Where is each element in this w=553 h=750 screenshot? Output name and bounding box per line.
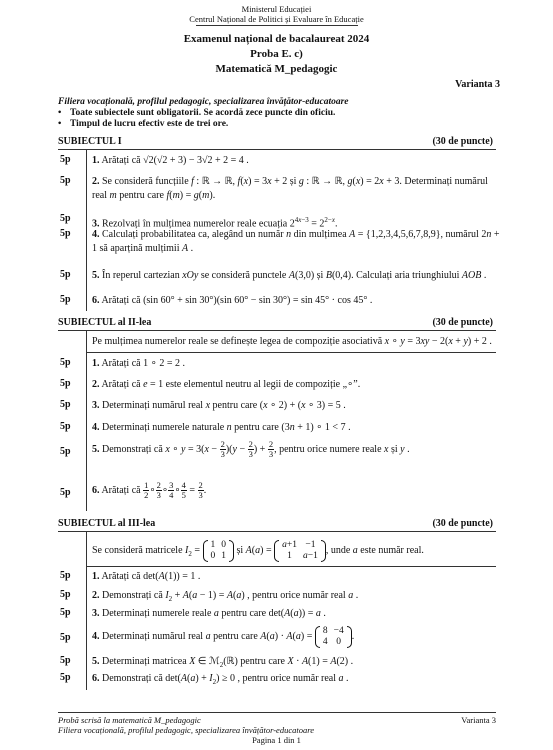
score-2-4: 5p [60,421,71,432]
section-2-vrule [86,331,87,511]
score-3-2: 5p [60,589,71,600]
score-1-4: 5p [60,228,71,239]
footer-left-1: Probă scrisă la matematică M_pedagogic [58,715,201,725]
s2-item-5: 5. Demonstrați că x ∘ y = 3(x − $\frac{2}{3}$ )(y − $\frac{2}{3}$ ) + $\frac{2}{3}$ , pentru orice numere reale x și y . [92,439,410,460]
profile-line: Filiera vocațională, profilul pedagogic, specializarea învățător-educatoare [58,97,349,107]
s1-item-1: 1. Arătați că √2(√2 + 3) − 3√2 + 2 = 4 . [92,155,249,166]
score-1-5: 5p [60,269,71,280]
s2-item-4: 4. Determinați numerele naturale n pentru care (3n + 1) ∘ 1 < 7 . [92,422,351,433]
s3-item-3: 3. Determinați numerele reale a pentru care det(A(a)) = a . [92,608,326,619]
score-2-2: 5p [60,378,71,389]
footer-rule [58,712,496,713]
section-3-title: SUBIECTUL al III-lea [58,518,156,529]
s3-statement-rule [86,566,496,567]
score-1-2: 5p [60,175,71,186]
section-3-rule [58,531,496,532]
score-1-3: 5p [60,213,71,224]
section-3-points: (30 de puncte) [432,518,493,529]
s1-item-2: 2. Se consideră funcțiile f : ℝ → ℝ, f(x) = 3x + 2 și g : ℝ → ℝ, g(x) = 2x + 3. Determinați numărul real m pentru care f(m) = g(m). [92,176,488,201]
score-2-1: 5p [60,357,71,368]
score-2-6: 5p [60,487,71,498]
s2-statement: Pe mulțimea numerelor reale se definește legea de compoziție asociativă x ∘ y = 3xy − 2(x + y) + 2 . [92,336,492,347]
s3-item-4: 4. Determinați numărul real a pentru care A(a) · A(a) = 8 −4 4 0 . [92,625,355,647]
section-1-rule [58,149,496,150]
s2-statement-rule [86,352,496,353]
s1-item-3: 3. Rezolvați în mulțimea numerelor reale ecuația $2^{4x-3} = 2^{2-x}$. [92,216,338,230]
test-title: Proba E. c) [250,48,303,60]
s1-item-6: 6. Arătați că (sin 60° + sin 30°)(sin 60° − sin 30°) = sin 45° · cos 45° . [92,295,373,306]
s2-item-1: 1. Arătați că 1 ∘ 2 = 2 . [92,358,185,369]
s2-item-6: 6. Arătați că $\frac{1}{2}$ ∘ $\frac{2}{3}$ ∘ $\frac{3}{4}$ ∘ $\frac{4}{5}$ = $\frac{2}{3}$ . [92,480,207,501]
center-name: Centrul Național de Politici și Evaluare în Educație [189,14,364,24]
section-1-vrule [86,150,87,311]
score-3-5: 5p [60,655,71,666]
subject-title: Matematică M_pedagogic [215,63,338,75]
s1-item-5: 5. În reperul cartezian xOy se consideră punctele A(3,0) și B(0,4). Calculați aria triunghiului AOB . [92,270,487,281]
footer-page: Pagina 1 din 1 [252,735,301,745]
s3-statement: Se consideră matricele $I_2$ = 1 0 0 1 și A(a) = a+1 −1 1 a−1 , unde a este număr real. [92,539,424,561]
score-3-4: 5p [60,632,71,643]
section-1-points: (30 de puncte) [432,136,493,147]
section-1-title: SUBIECTUL I [58,136,122,147]
ministry-name: Ministerul Educației [241,4,312,14]
footer-variant: Varianta 3 [461,715,496,725]
s2-item-2: 2. Arătați că e = 1 este elementul neutru al legii de compoziție „∘”. [92,379,361,390]
variant-label: Varianta 3 [455,79,500,90]
section-3-vrule [86,532,87,690]
s3-item-5: 5. Determinați matricea X ∈ ℳ$_2$(ℝ) pentru care X · A(1) = A(2) . [92,656,354,669]
s3-item-2: 2. Demonstrați că $I_2 + A(a - 1) = A(a)$ , pentru orice număr real a . [92,590,359,603]
s3-item-1: 1. Arătați că det(A(1)) = 1 . [92,571,201,582]
s3-item-6: 6. Demonstrați că $\det(A(a) + I_2) \ge 0$ , pentru orice număr real a . [92,673,349,686]
score-1-1: 5p [60,154,71,165]
score-3-6: 5p [60,672,71,683]
footer-left-2: Filiera vocațională, profilul pedagogic, specializarea învățător-educatoare [58,725,314,735]
score-1-6: 5p [60,294,71,305]
rule-1: • Toate subiectele sunt obligatorii. Se acordă zece puncte din oficiu. [58,108,336,118]
score-2-5: 5p [60,446,71,457]
section-2-title: SUBIECTUL al II-lea [58,317,152,328]
section-2-points: (30 de puncte) [432,317,493,328]
exam-title: Examenul național de bacalaureat 2024 [183,33,370,45]
rule-2: • Timpul de lucru efectiv este de trei ore. [58,119,229,129]
section-2-rule [58,330,496,331]
score-3-1: 5p [60,570,71,581]
score-2-3: 5p [60,399,71,410]
score-3-3: 5p [60,607,71,618]
s2-item-3: 3. Determinați numărul real x pentru care (x ∘ 2) + (x ∘ 3) = 5 . [92,400,346,411]
header-underline [196,25,358,26]
s1-item-4: 4. Calculați probabilitatea ca, alegând un număr n din mulțimea A = {1,2,3,4,5,6,7,8,9}, numărul 2n + 1 să aparțină mulțimii A . [92,229,500,254]
